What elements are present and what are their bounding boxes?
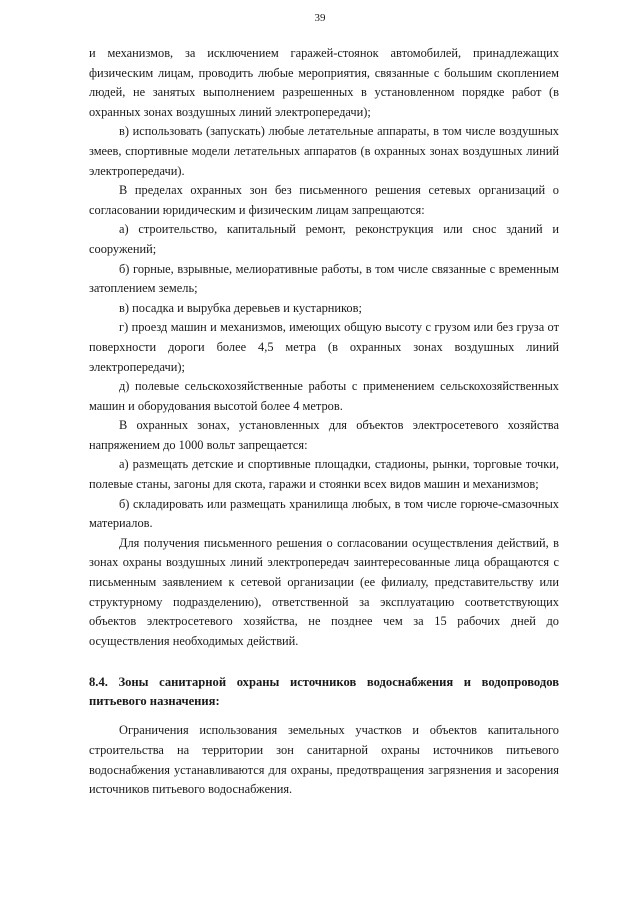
paragraph-item-v: в) посадка и вырубка деревьев и кустарников; <box>119 300 362 315</box>
paragraph-item-a: а) размещать детские и спортивные площадки, стадионы, рынки, торговые точки, полевые станы, загоны для скота, гаражи и стоянки всех видов машин и механизмов; <box>89 457 559 492</box>
paragraph-item-a: а) строительство, капитальный ремонт, реконструкция или снос зданий и сооружений; <box>89 222 559 256</box>
section-body: Ограничения использования земельных участков и объектов капитального строительства на территории зон санитарной охраны источников питьевого водоснабжения устанавливаются для охраны, предотвращения загрязнения и засорения источников питьевого водоснабжения. <box>89 723 559 797</box>
paragraph-permit-procedure: Для получения письменного решения о согласовании осуществления действий, в зонах охраны воздушных линий электропередач заинтересованные лица обращаются с письменным заявлением к сетевой организации (ее филиалу, представительству или структурному подразделению), ответственной за эксплуатацию соответствующих объектов электросетевого хозяйства, не позднее чем за 15 рабочих дней до осуществления необходимых действий. <box>89 535 559 648</box>
page-number: 39 <box>314 12 326 24</box>
section-heading: 8.4. Зоны санитарной охраны источников водоснабжения и водопроводов питьевого назначения: <box>89 675 559 709</box>
paragraph-item-g: г) проезд машин и механизмов, имеющих общую высоту с грузом или без груза от поверхности дороги более 4,5 метра (в охранных зонах воздушных линий электропередачи); <box>89 320 559 374</box>
paragraph-intro-low-voltage: В охранных зонах, установленных для объектов электросетевого хозяйства напряжением до 1000 вольт запрещается: <box>89 418 559 452</box>
paragraph-item-v: в) использовать (запускать) любые летательные аппараты, в том числе воздушных змеев, спортивные модели летательных аппаратов (в охранных зонах воздушных линий электропередачи). <box>89 124 559 178</box>
document-body <box>89 44 559 800</box>
paragraph-continuation: и механизмов, за исключением гаражей-стоянок автомобилей, принадлежащих физическим лицам, проводить любые мероприятия, связанные с большим скоплением людей, не занятых выполнением разрешенных в установленном порядке работ (в охранных зонах воздушных линий электропередачи); <box>89 46 559 119</box>
paragraph-item-b: б) горные, взрывные, мелиоративные работы, в том числе связанные с временным затоплением земель; <box>89 261 559 296</box>
paragraph-intro-restrictions: В пределах охранных зон без письменного решения сетевых организаций о согласовании юридическим и физическим лицам запрещаются: <box>89 183 559 217</box>
paragraph-item-d: д) полевые сельскохозяйственные работы с применением сельскохозяйственных машин и оборудования высотой более 4 метров. <box>89 379 559 413</box>
paragraph-item-b: б) складировать или размещать хранилища любых, в том числе горюче-смазочных материалов. <box>89 496 559 531</box>
